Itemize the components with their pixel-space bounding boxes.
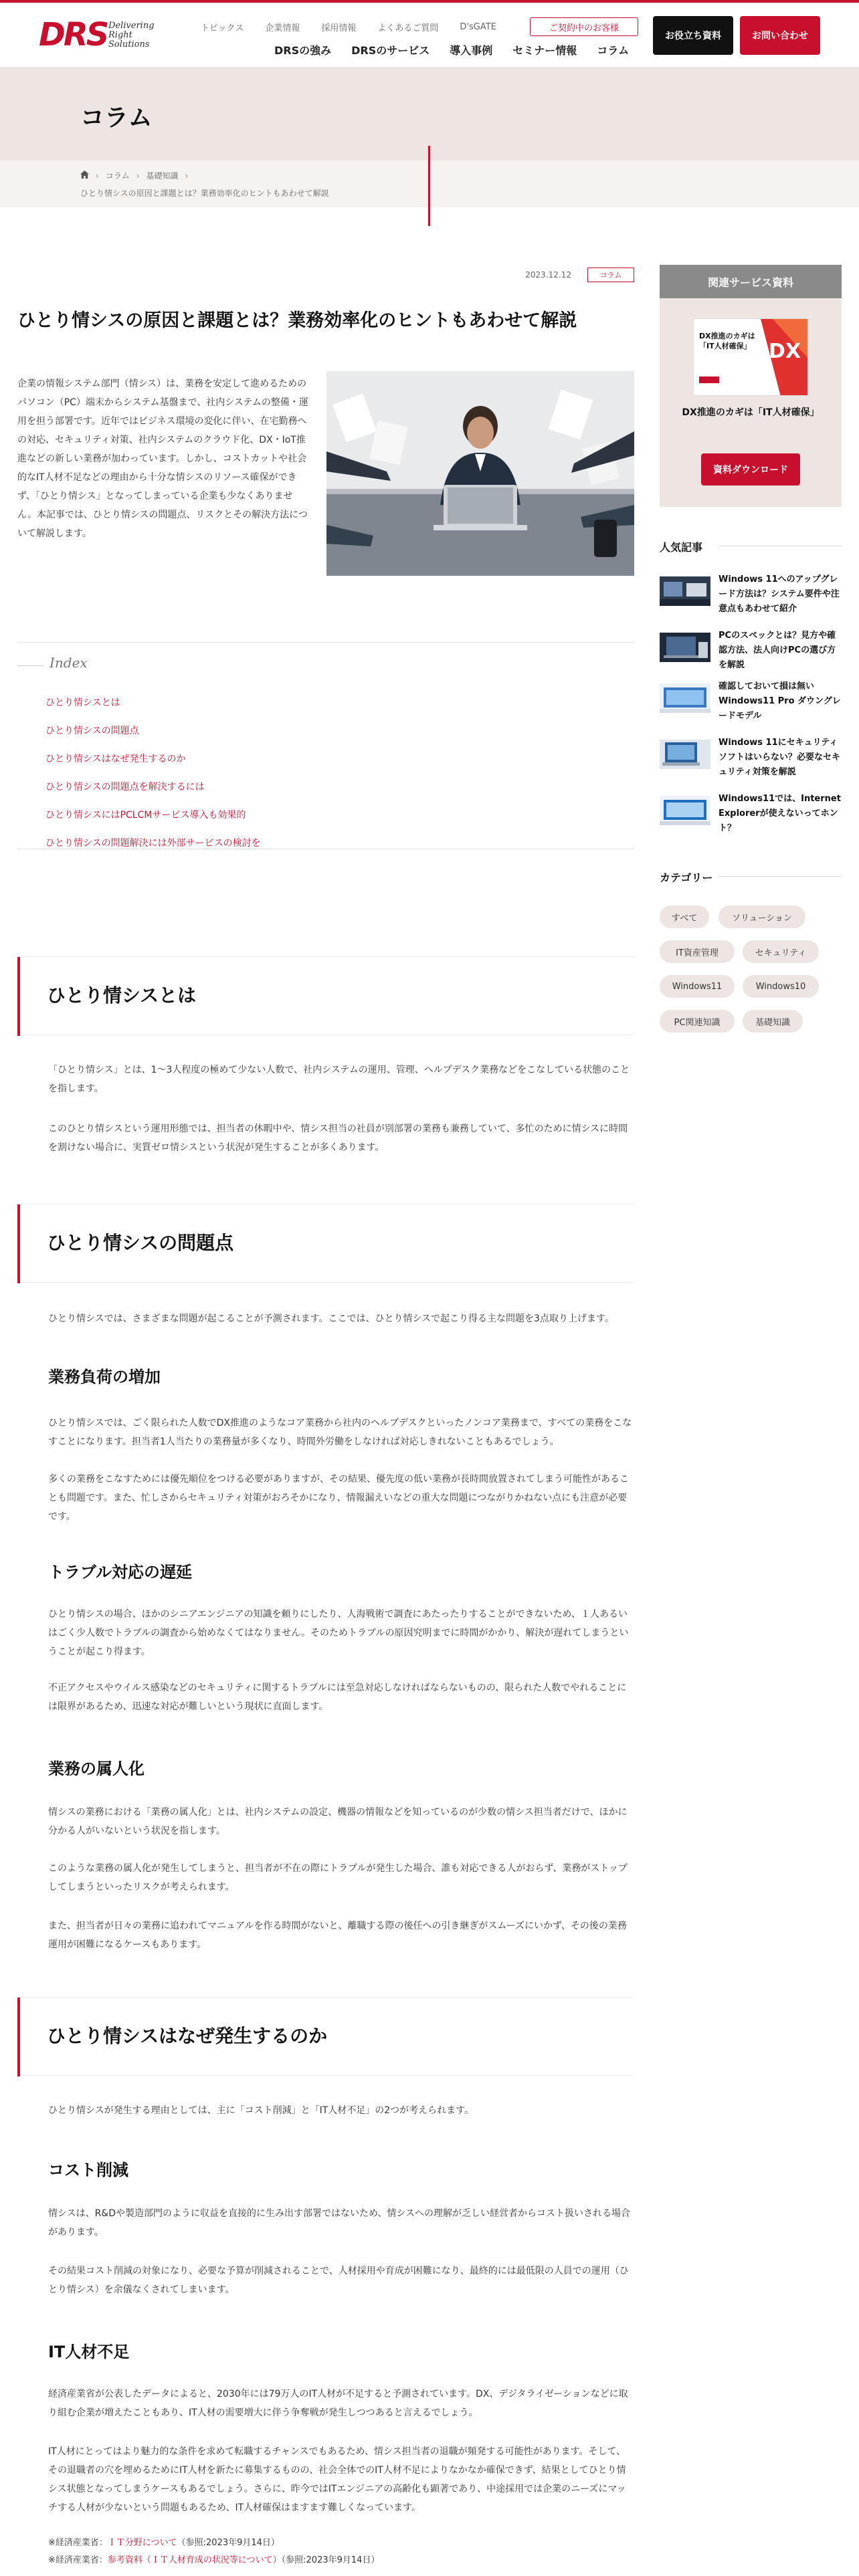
category-tag[interactable]: 基礎知識 xyxy=(743,1010,803,1033)
paragraph: 不正アクセスやウイルス感染などのセキュリティに関するトラブルには至急対応しなければならないものの、限られた人数でやれることには限界があるため、迅速な対応が難しいという現状に直面します。 xyxy=(48,1683,627,1712)
reference-note xyxy=(48,2552,379,2569)
home-icon[interactable] xyxy=(80,171,89,181)
subsection-heading: コスト削減 xyxy=(48,2161,128,2179)
index-item[interactable]: ひとり情シスはなぜ発生するのか xyxy=(45,754,186,764)
breadcrumb xyxy=(80,170,195,181)
paragraph: また、担当者が日々の業務に追われてマニュアルを作る時間がないと、離職する際の後任への引き継ぎがスムーズにいかず、その後の業務運用が困難になるケースもあります。 xyxy=(48,1921,627,1950)
index-item[interactable]: ひとり情シスとは xyxy=(45,697,120,708)
paragraph: このような業務の属人化が発生してしまうと、担当者が不在の際にトラブルが発生した場合、誰も対応できる人がおらず、業務がストップしてしまうといったリスクが考えられます。 xyxy=(48,1863,628,1893)
util-link-faq[interactable]: よくあるご質問 xyxy=(377,23,439,33)
page-title: コラム xyxy=(80,104,153,132)
nav-case-studies[interactable]: 導入事例 xyxy=(450,43,493,57)
nav-services[interactable]: DRSのサービス xyxy=(351,43,430,57)
nav-strengths[interactable]: DRSの強み xyxy=(274,43,332,57)
category-tag[interactable]: IT資産管理 xyxy=(660,940,735,963)
popular-article-title[interactable]: Windows 11にセキュリティソフトはいらない？必要なセキュリティ対策を解説 xyxy=(719,738,841,777)
service-document-title[interactable]: DX推進のカギは「IT人材確保」 xyxy=(682,407,820,418)
article-thumbnail xyxy=(660,576,710,606)
chevron-right-icon: › xyxy=(136,171,140,181)
popular-article-title[interactable]: Windows 11へのアップグレード方法は？システム要件や注意点もあわせて紹介 xyxy=(719,574,840,614)
reference-prefix: ※経済産業省： xyxy=(48,2555,108,2565)
logo-tagline-line: Solutions xyxy=(108,39,150,49)
index-item[interactable]: ひとり情シスの問題点を解決するには xyxy=(45,782,205,792)
reference-note xyxy=(48,2535,280,2552)
paragraph: 多くの業務をこなすためには優先順位をつける必要がありますが、その結果、優先度の低い業務が長時間放置されてしまう可能性があることも問題です。また、忙しさからセキュリティ対策がおろそかになり、情報漏えいなどの重大な問題につながりかねない点にも注意が必要です。 xyxy=(48,1474,629,1522)
table-of-contents xyxy=(17,642,634,849)
subsection-heading: 業務の属人化 xyxy=(48,1759,145,1778)
reference-suffix: （参照:2023年9月14日） xyxy=(281,2555,380,2565)
reference-link[interactable]: 参考資料（ＩＴ人材育成の状況等について） xyxy=(107,2555,282,2565)
category-tag[interactable]: セキュリティ xyxy=(743,940,819,963)
reference-link[interactable]: ＩＴ分野について xyxy=(107,2538,177,2548)
chevron-right-icon: › xyxy=(96,171,99,181)
section-heading-box xyxy=(17,1204,634,1283)
nav-seminars[interactable]: セミナー情報 xyxy=(512,43,577,57)
reference-prefix: ※経済産業省： xyxy=(48,2538,108,2548)
category-tag[interactable]: Windows10 xyxy=(743,975,819,998)
category-tag[interactable]: PC関連知識 xyxy=(660,1010,735,1033)
heading-rule xyxy=(719,876,842,877)
section-heading: ひとり情シスはなぜ発生するのか xyxy=(47,2025,328,2047)
category-tag[interactable]: ソリューション xyxy=(719,905,805,928)
article-meta xyxy=(17,267,634,284)
chevron-right-icon: › xyxy=(185,171,189,181)
category-badge[interactable]: コラム xyxy=(587,267,634,282)
paragraph: 情シスの業務における「業務の属人化」とは、社内システムの設定、機器の情報などを知っているのが少数の情シス担当者だけで、ほかに分かる人がいないという状況を指します。 xyxy=(48,1807,628,1836)
hero-image-stressed-businessman xyxy=(326,371,634,576)
paragraph: このひとり情シスという運用形態では、担当者の休暇中や、情シス担当の社員が別部署の業務も兼務していて、多忙のために情シスに時間を割けない場合に、実質ゼロ情シスという状況が発生することが多くあります。 xyxy=(48,1123,628,1153)
reference-suffix: （参照:2023年9月14日） xyxy=(177,2538,280,2548)
categories-heading: カテゴリー xyxy=(660,871,713,884)
popular-article-title[interactable]: PCのスペックとは？見方や確認方法、法人向けPCの選び方を解説 xyxy=(719,631,836,670)
resources-button[interactable]: お役立ち資料 xyxy=(653,16,733,55)
section-heading: ひとり情シスとは xyxy=(47,984,197,1006)
decorative-red-line xyxy=(428,146,430,226)
index-item[interactable]: ひとり情シスにはPCLCMサービス導入も効果的 xyxy=(45,810,246,821)
article-intro: 企業の情報システム部門（情シス）は、業務を安定して進めるためのパソコン（PC）端末からシステム基盤まで、社内システムの整備・運用を担う部署です。近年ではビジネス環境の変化に伴い、在宅勤務への対応、セキュリティ対策、社内システムのクラウド化、DX・IoT推進などの新しい業務が加わっています。しかし、コストカットや社会的なIT人材不足などの理由から十分な情シスのリソース確保ができず、「ひとり情シス」となってしまっている企業も少なくありません。本記事では、ひとり情シスの問題点、リスクとその解決方法について解説します。 xyxy=(17,379,308,539)
index-item[interactable]: ひとり情シスの問題解決には外部サービスの検討を xyxy=(45,838,261,849)
subsection-heading: トラブル対応の遅延 xyxy=(48,1563,193,1582)
contact-button[interactable]: お問い合わせ xyxy=(740,16,820,55)
article-thumbnail xyxy=(660,683,710,713)
popular-article-item[interactable] xyxy=(660,629,842,682)
popular-article-item[interactable] xyxy=(660,679,842,733)
util-link-topics[interactable]: トピックス xyxy=(201,23,244,33)
category-tag[interactable]: Windows11 xyxy=(660,975,735,998)
paragraph: ひとり情シスでは、ごく限られた人数でDX推進のようなコア業務から社内のヘルプデスクといったノンコア業務まで、すべての業務をこなすことになります。担当者1人当たりの業務量が多くなり、時間外労働をしなければ対応しきれないこともあるでしょう。 xyxy=(48,1418,632,1447)
paragraph: 「ひとり情シス」とは、1〜3人程度の極めて少ない人数で、社内システムの運用、管理、ヘルプデスク業務などをこなしている状態のことを指します。 xyxy=(48,1065,630,1094)
util-link-company[interactable]: 企業情報 xyxy=(265,23,300,33)
download-document-button[interactable]: 資料ダウンロード xyxy=(701,453,800,486)
utility-nav xyxy=(201,20,518,33)
popular-articles-heading: 人気記事 xyxy=(660,541,703,554)
heading-accent-bar xyxy=(17,1204,20,1283)
popular-article-title[interactable]: Windows11では、Internet Explorerが使えないってホント？ xyxy=(719,794,841,833)
service-thumbnail-label: DX推進のカギは「IT人材確保」 xyxy=(699,332,755,350)
paragraph: ひとり情シスが発生する理由としては、主に「コスト削減」と「IT人材不足」の2つが考えられます。 xyxy=(48,2105,474,2116)
breadcrumb-basics[interactable]: 基礎知識 xyxy=(146,171,179,181)
article-title: ひとり情シスの原因と課題とは？業務効率化のヒントもあわせて解説 xyxy=(17,310,577,331)
subsection-heading: IT人材不足 xyxy=(48,2343,130,2361)
logo-tagline-line: Delivering xyxy=(108,21,155,31)
category-tag[interactable]: すべて xyxy=(660,905,709,928)
paragraph: ひとり情シスでは、さまざまな問題が起こることが予測されます。ここでは、ひとり情シスで起こり得る主な問題を3点取り上げます。 xyxy=(48,1313,614,1324)
customer-login-button[interactable]: ご契約中のお客様 xyxy=(530,17,638,36)
util-link-recruit[interactable]: 採用情報 xyxy=(321,23,357,33)
main-nav xyxy=(274,41,649,58)
paragraph: IT人材にとってはより魅力的な条件を求めて転職するチャンスでもあるため、情シス担当者の退職が頻発する可能性があります。そして、その退職者の穴を埋めるためにIT人材を新たに募集するものの、社会全体でのIT人材不足によりなかなか確保できず、結果としてひとり情シス状態となってしまうケースもあるでしょう。さらに、昨今ではITエンジニアの高齢化も顕著であり、中途採用では企業のニーズにマッチする人材が少ないという問題もあるため、IT人材確保はますます難しくなっています。 xyxy=(48,2446,626,2513)
article-thumbnail xyxy=(660,633,710,662)
paragraph: ひとり情シスの場合、ほかのシニアエンジニアの知識を頼りにしたり、人海戦術で調査にあたったりすることができないため、１人あるいはごく少人数でトラブルの調査から始めなくてはなりません。そのためトラブルの原因究明までに時間がかかり、解決が遅れてしまうということが起こり得ます。 xyxy=(48,1609,629,1657)
logo-tagline-line: Right xyxy=(108,30,132,40)
section-heading: ひとり情シスの問題点 xyxy=(47,1232,234,1254)
index-title: Index xyxy=(50,655,88,671)
index-rule xyxy=(17,665,44,666)
breadcrumb-column[interactable]: コラム xyxy=(105,171,130,181)
popular-article-item[interactable] xyxy=(660,572,842,626)
drs-logo[interactable] xyxy=(39,17,173,55)
article-thumbnail xyxy=(660,740,710,769)
util-link-dsgate[interactable]: D'sGATE xyxy=(460,21,496,32)
index-item[interactable]: ひとり情シスの問題点 xyxy=(45,726,139,736)
heading-accent-bar xyxy=(17,957,20,1036)
section-heading-box xyxy=(17,1997,634,2076)
logo-tagline xyxy=(108,21,155,49)
logo-mark: DRS xyxy=(39,16,108,53)
svg-text:DX: DX xyxy=(769,340,801,363)
paragraph: 経済産業省が公表したデータによると、2030年には79万人のIT人材が不足すると予測されています。DX、デジタライゼーションなどに取り組む企業が増えたこともあり、IT人材の需要増大に伴う争奪戦が発生しつつあると言えるでしょう。 xyxy=(48,2389,628,2418)
popular-article-item[interactable] xyxy=(660,736,842,789)
related-service-card xyxy=(660,265,842,507)
service-document-thumbnail[interactable] xyxy=(693,318,808,396)
nav-column[interactable]: コラム xyxy=(597,43,630,57)
paragraph: 情シスは、R&Dや製造部門のように収益を直接的に生み出す部署ではないため、情シスへの理解が乏しい経営者からコスト扱いされる場合があります。 xyxy=(48,2208,631,2238)
paragraph: その結果コスト削減の対象になり、必要な予算が削減されることで、人材採用や育成が困難になり、最終的には最低限の人員での運用（ひとり情シス）を余儀なくされてしまいます。 xyxy=(48,2266,629,2295)
subsection-heading: 業務負荷の増加 xyxy=(48,1368,161,1386)
related-service-heading: 関連サービス資料 xyxy=(660,265,842,298)
popular-article-item[interactable] xyxy=(660,792,842,845)
article-thumbnail xyxy=(660,796,710,825)
heading-accent-bar xyxy=(17,1998,20,2076)
article-date: 2023.12.12 xyxy=(525,270,571,280)
site-header xyxy=(0,3,859,67)
index-list xyxy=(45,696,261,865)
popular-article-title[interactable]: 確認しておいて損は無いWindows11 Pro ダウングレードモデル xyxy=(719,681,841,721)
section-heading-box xyxy=(17,956,634,1035)
breadcrumb-current: ひとり情シスの原因と課題とは？業務効率化のヒントもあわせて解説 xyxy=(80,189,329,198)
